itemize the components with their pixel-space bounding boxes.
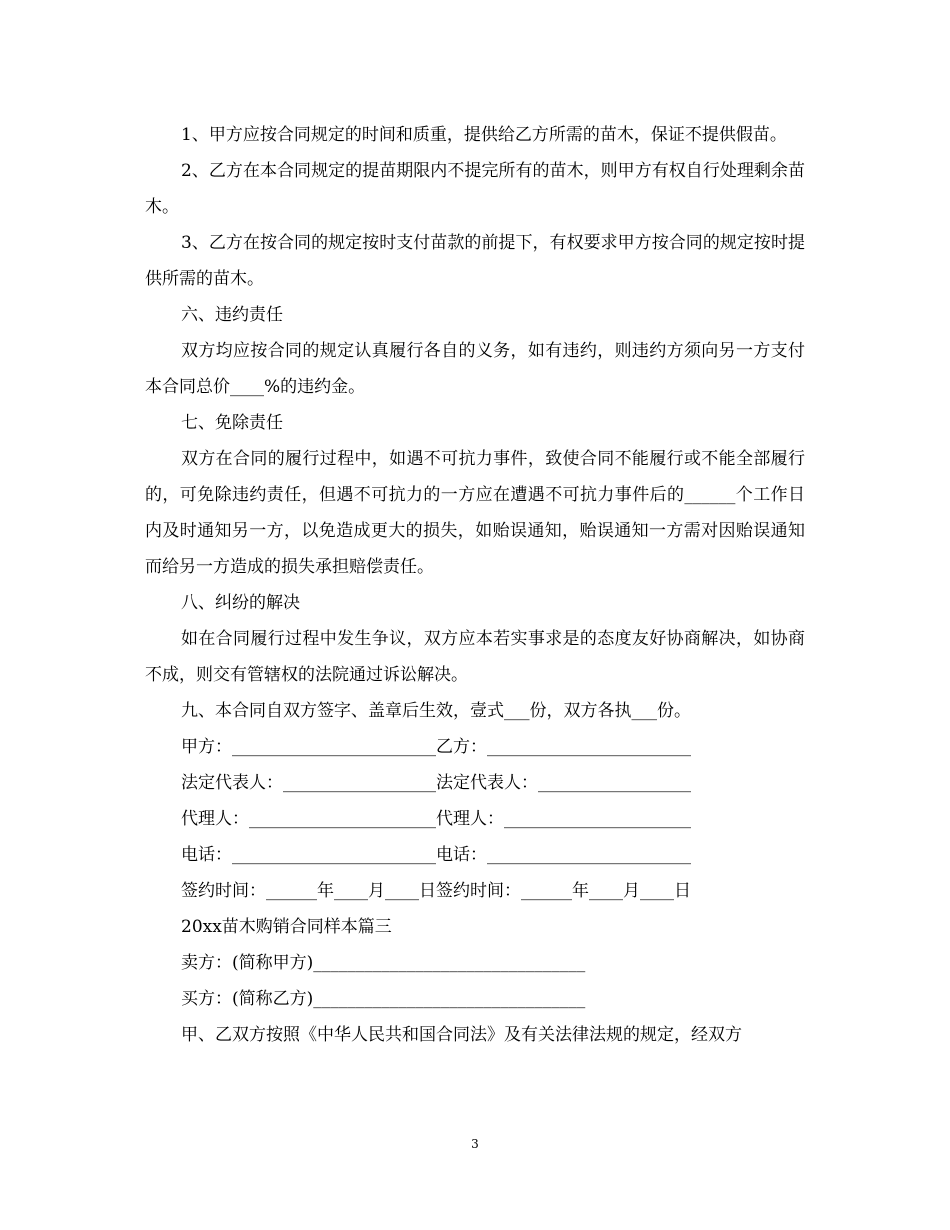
section-heading: 八、纠纷的解决 — [181, 593, 300, 613]
signature-line-date: 签约时间：______年____月____日签约时间：______年____月____日 — [181, 881, 691, 901]
closing-paragraph: 甲、乙双方按照《中华人民共和国合同法》及有关法律法规的规定，经双方 — [181, 1025, 742, 1045]
buyer-line: 买方：(简称乙方)________________________________ — [181, 989, 586, 1009]
signature-line-agent: 代理人：______________________代理人：______________________ — [181, 809, 691, 829]
clause-paragraph: 2、乙方在本合同规定的提苗期限内不提完所有的苗木，则甲方有权自行处理剩余苗木。 — [145, 161, 805, 217]
document-body — [145, 117, 805, 1053]
section-heading: 七、免除责任 — [181, 413, 283, 433]
page-number: 3 — [471, 1137, 479, 1151]
clause-paragraph: 双方在合同的履行过程中，如遇不可抗力事件，致使合同不能履行或不能全部履行的，可免除违约责任，但遇不可抗力的一方应在遭遇不可抗力事件后的______个工作日内及时通知另一方，以免造成更大的损失，如贻误通知，贻误通知一方需对因贻误通知而给另一方造成的损失承担赔偿责任。 — [145, 449, 805, 577]
seller-line: 卖方：(简称甲方)________________________________ — [181, 953, 586, 973]
clause-paragraph: 3、乙方在按合同的规定按时支付苗款的前提下，有权要求甲方按合同的规定按时提供所需的苗木。 — [145, 233, 805, 289]
section-heading: 六、违约责任 — [181, 305, 283, 325]
clause-paragraph: 1、甲方应按合同规定的时间和质重，提供给乙方所需的苗木，保证不提供假苗。 — [181, 125, 787, 145]
clause-paragraph: 九、本合同自双方签字、盖章后生效，壹式___份，双方各执___份。 — [181, 701, 691, 721]
signature-line-legal-rep: 法定代表人：__________________法定代表人：__________________ — [181, 773, 691, 793]
signature-line-party: 甲方：________________________乙方：________________________ — [181, 737, 691, 757]
section-title: 20xx苗木购销合同样本篇三 — [181, 917, 392, 937]
clause-paragraph: 如在合同履行过程中发生争议，双方应本若实事求是的态度友好协商解决，如协商不成，则交有管辖权的法院通过诉讼解决。 — [145, 629, 805, 685]
signature-line-phone: 电话：________________________电话：________________________ — [181, 845, 691, 865]
clause-paragraph: 双方均应按合同的规定认真履行各自的义务，如有违约，则违约方须向另一方支付本合同总价____%的违约金。 — [145, 341, 805, 397]
